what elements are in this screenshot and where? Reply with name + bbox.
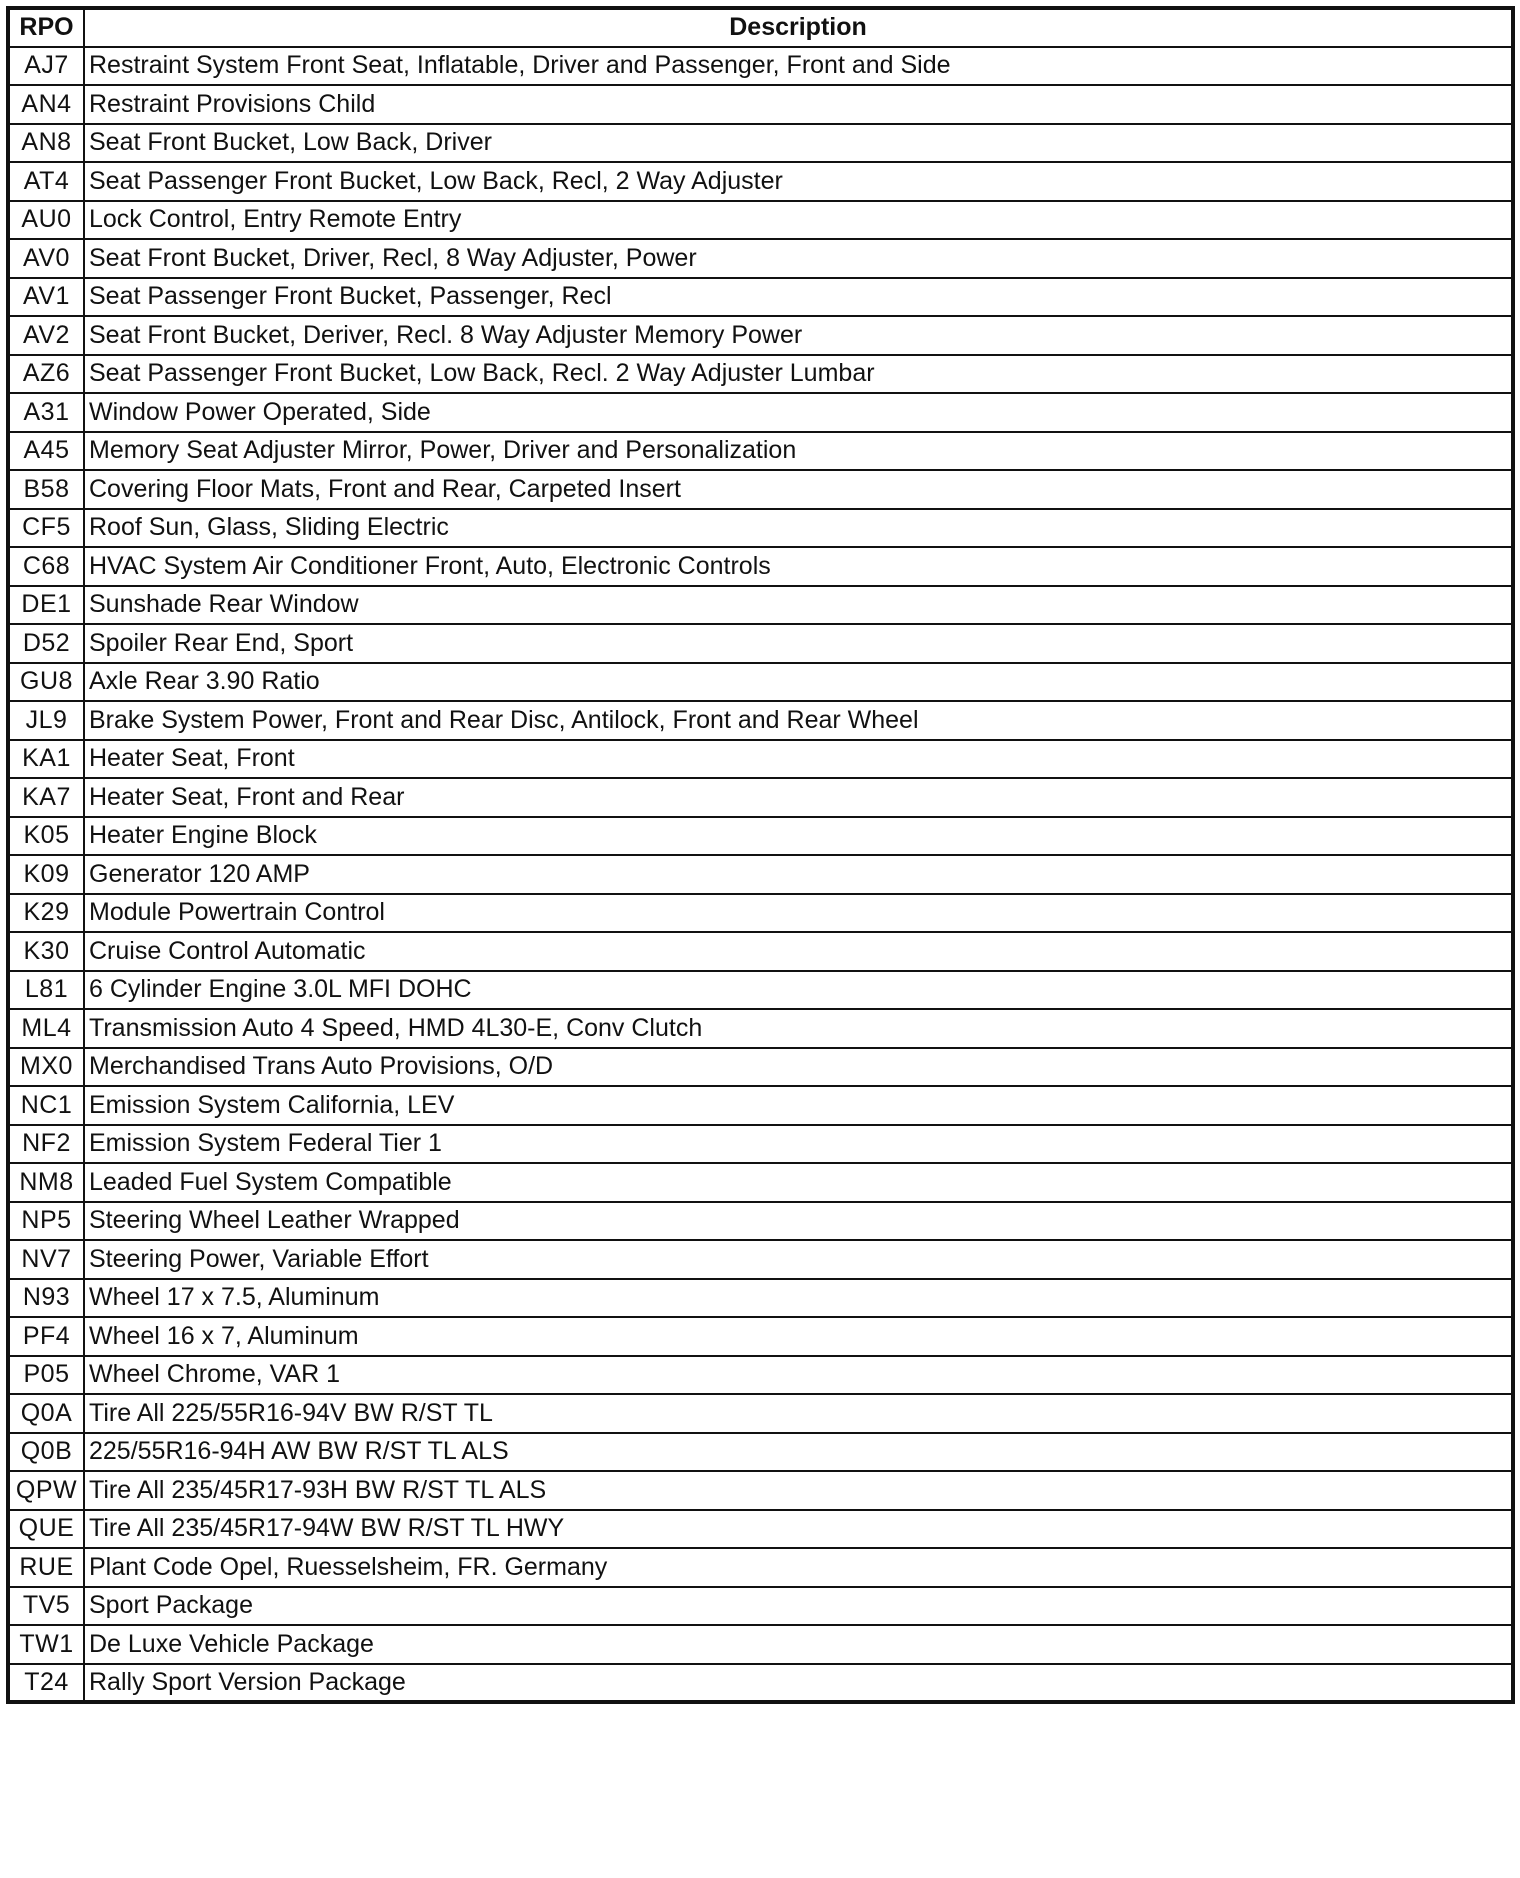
table-row	[8, 1356, 1513, 1395]
rpo-code-cell: AT4	[8, 162, 84, 201]
table-row	[8, 701, 1513, 740]
description-cell: Roof Sun, Glass, Sliding Electric	[84, 509, 1513, 548]
table-row	[8, 547, 1513, 586]
description-cell: Seat Front Bucket, Driver, Recl, 8 Way Adjuster, Power	[84, 239, 1513, 278]
header-row	[8, 8, 1513, 47]
rpo-code-cell: NM8	[8, 1163, 84, 1202]
table-row	[8, 1009, 1513, 1048]
rpo-code-cell: NC1	[8, 1086, 84, 1125]
rpo-code-cell: P05	[8, 1356, 84, 1395]
description-cell: Module Powertrain Control	[84, 894, 1513, 933]
rpo-code-cell: KA7	[8, 778, 84, 817]
description-cell: Heater Seat, Front and Rear	[84, 778, 1513, 817]
rpo-code-cell: QPW	[8, 1471, 84, 1510]
rpo-code-cell: AU0	[8, 201, 84, 240]
table-row	[8, 278, 1513, 317]
rpo-code-cell: NV7	[8, 1240, 84, 1279]
table-row	[8, 1548, 1513, 1587]
rpo-code-cell: A45	[8, 432, 84, 471]
description-cell: Rally Sport Version Package	[84, 1664, 1513, 1703]
rpo-code-cell: Q0A	[8, 1394, 84, 1433]
rpo-code-cell: JL9	[8, 701, 84, 740]
table-row	[8, 509, 1513, 548]
description-cell: Wheel 16 x 7, Aluminum	[84, 1317, 1513, 1356]
rpo-code-cell: A31	[8, 393, 84, 432]
description-cell: Memory Seat Adjuster Mirror, Power, Driver and Personalization	[84, 432, 1513, 471]
table-row	[8, 971, 1513, 1010]
rpo-code-cell: QUE	[8, 1510, 84, 1549]
rpo-code-cell: K09	[8, 855, 84, 894]
description-cell: Seat Front Bucket, Deriver, Recl. 8 Way Adjuster Memory Power	[84, 316, 1513, 355]
table-row	[8, 1394, 1513, 1433]
table-row	[8, 932, 1513, 971]
table-row	[8, 740, 1513, 779]
table-row	[8, 239, 1513, 278]
rpo-code-cell: T24	[8, 1664, 84, 1703]
table-row	[8, 855, 1513, 894]
rpo-code-cell: AV2	[8, 316, 84, 355]
description-cell: Steering Wheel Leather Wrapped	[84, 1202, 1513, 1241]
table-header	[8, 8, 1513, 47]
description-cell: Brake System Power, Front and Rear Disc, Antilock, Front and Rear Wheel	[84, 701, 1513, 740]
description-cell: Transmission Auto 4 Speed, HMD 4L30-E, Conv Clutch	[84, 1009, 1513, 1048]
rpo-code-cell: PF4	[8, 1317, 84, 1356]
description-cell: Seat Passenger Front Bucket, Low Back, Recl. 2 Way Adjuster Lumbar	[84, 355, 1513, 394]
rpo-code-cell: AN8	[8, 124, 84, 163]
table-row	[8, 624, 1513, 663]
table-row	[8, 201, 1513, 240]
rpo-code-cell: NF2	[8, 1125, 84, 1164]
rpo-code-cell: ML4	[8, 1009, 84, 1048]
description-cell: Seat Front Bucket, Low Back, Driver	[84, 124, 1513, 163]
description-cell: Cruise Control Automatic	[84, 932, 1513, 971]
table-row	[8, 1317, 1513, 1356]
description-cell: Spoiler Rear End, Sport	[84, 624, 1513, 663]
table-row	[8, 817, 1513, 856]
rpo-code-cell: AJ7	[8, 47, 84, 86]
description-cell: Tire All 235/45R17-93H BW R/ST TL ALS	[84, 1471, 1513, 1510]
table-row	[8, 1048, 1513, 1087]
description-cell: Sunshade Rear Window	[84, 586, 1513, 625]
rpo-code-cell: DE1	[8, 586, 84, 625]
description-cell: Steering Power, Variable Effort	[84, 1240, 1513, 1279]
table-row	[8, 1625, 1513, 1664]
rpo-code-cell: B58	[8, 470, 84, 509]
table-row	[8, 85, 1513, 124]
description-cell: Axle Rear 3.90 Ratio	[84, 663, 1513, 702]
description-cell: Window Power Operated, Side	[84, 393, 1513, 432]
description-cell: De Luxe Vehicle Package	[84, 1625, 1513, 1664]
table-row	[8, 432, 1513, 471]
rpo-code-cell: GU8	[8, 663, 84, 702]
description-cell: Wheel Chrome, VAR 1	[84, 1356, 1513, 1395]
description-cell: Wheel 17 x 7.5, Aluminum	[84, 1279, 1513, 1318]
description-cell: Seat Passenger Front Bucket, Passenger, Recl	[84, 278, 1513, 317]
table-row	[8, 586, 1513, 625]
description-cell: Sport Package	[84, 1587, 1513, 1626]
table-body	[8, 47, 1513, 1703]
table-row	[8, 1240, 1513, 1279]
description-cell: Emission System California, LEV	[84, 1086, 1513, 1125]
rpo-code-cell: AV1	[8, 278, 84, 317]
rpo-code-cell: D52	[8, 624, 84, 663]
table-row	[8, 1163, 1513, 1202]
description-cell: Generator 120 AMP	[84, 855, 1513, 894]
rpo-code-cell: AZ6	[8, 355, 84, 394]
table-row	[8, 1664, 1513, 1703]
table-row	[8, 778, 1513, 817]
rpo-code-cell: K29	[8, 894, 84, 933]
table-row	[8, 1279, 1513, 1318]
rpo-code-cell: TW1	[8, 1625, 84, 1664]
description-cell: Restraint Provisions Child	[84, 85, 1513, 124]
table-row	[8, 894, 1513, 933]
table-row	[8, 1510, 1513, 1549]
description-cell: Heater Seat, Front	[84, 740, 1513, 779]
table-row	[8, 355, 1513, 394]
description-cell: Restraint System Front Seat, Inflatable, Driver and Passenger, Front and Side	[84, 47, 1513, 86]
table-row	[8, 1202, 1513, 1241]
description-cell: 225/55R16-94H AW BW R/ST TL ALS	[84, 1433, 1513, 1472]
rpo-code-cell: RUE	[8, 1548, 84, 1587]
description-cell: Tire All 225/55R16-94V BW R/ST TL	[84, 1394, 1513, 1433]
table-row	[8, 162, 1513, 201]
rpo-code-cell: Q0B	[8, 1433, 84, 1472]
description-cell: HVAC System Air Conditioner Front, Auto, Electronic Controls	[84, 547, 1513, 586]
description-cell: Emission System Federal Tier 1	[84, 1125, 1513, 1164]
rpo-code-cell: C68	[8, 547, 84, 586]
table-row	[8, 393, 1513, 432]
table-row	[8, 470, 1513, 509]
table-row	[8, 1433, 1513, 1472]
rpo-table	[6, 6, 1515, 1704]
table-row	[8, 1587, 1513, 1626]
rpo-code-cell: NP5	[8, 1202, 84, 1241]
table-row	[8, 124, 1513, 163]
rpo-code-cell: K30	[8, 932, 84, 971]
description-cell: Tire All 235/45R17-94W BW R/ST TL HWY	[84, 1510, 1513, 1549]
description-cell: 6 Cylinder Engine 3.0L MFI DOHC	[84, 971, 1513, 1010]
rpo-code-cell: N93	[8, 1279, 84, 1318]
rpo-code-cell: K05	[8, 817, 84, 856]
rpo-code-cell: TV5	[8, 1587, 84, 1626]
description-cell: Lock Control, Entry Remote Entry	[84, 201, 1513, 240]
rpo-code-cell: CF5	[8, 509, 84, 548]
description-cell: Plant Code Opel, Ruesselsheim, FR. Germany	[84, 1548, 1513, 1587]
table-row	[8, 1125, 1513, 1164]
description-cell: Covering Floor Mats, Front and Rear, Carpeted Insert	[84, 470, 1513, 509]
rpo-column-header: RPO	[8, 8, 84, 47]
rpo-code-cell: L81	[8, 971, 84, 1010]
description-cell: Seat Passenger Front Bucket, Low Back, Recl, 2 Way Adjuster	[84, 162, 1513, 201]
description-column-header: Description	[84, 8, 1513, 47]
table-row	[8, 47, 1513, 86]
table-row	[8, 663, 1513, 702]
rpo-code-cell: KA1	[8, 740, 84, 779]
table-row	[8, 316, 1513, 355]
rpo-code-cell: AV0	[8, 239, 84, 278]
description-cell: Heater Engine Block	[84, 817, 1513, 856]
rpo-code-cell: MX0	[8, 1048, 84, 1087]
description-cell: Merchandised Trans Auto Provisions, O/D	[84, 1048, 1513, 1087]
rpo-code-cell: AN4	[8, 85, 84, 124]
description-cell: Leaded Fuel System Compatible	[84, 1163, 1513, 1202]
table-row	[8, 1086, 1513, 1125]
table-row	[8, 1471, 1513, 1510]
